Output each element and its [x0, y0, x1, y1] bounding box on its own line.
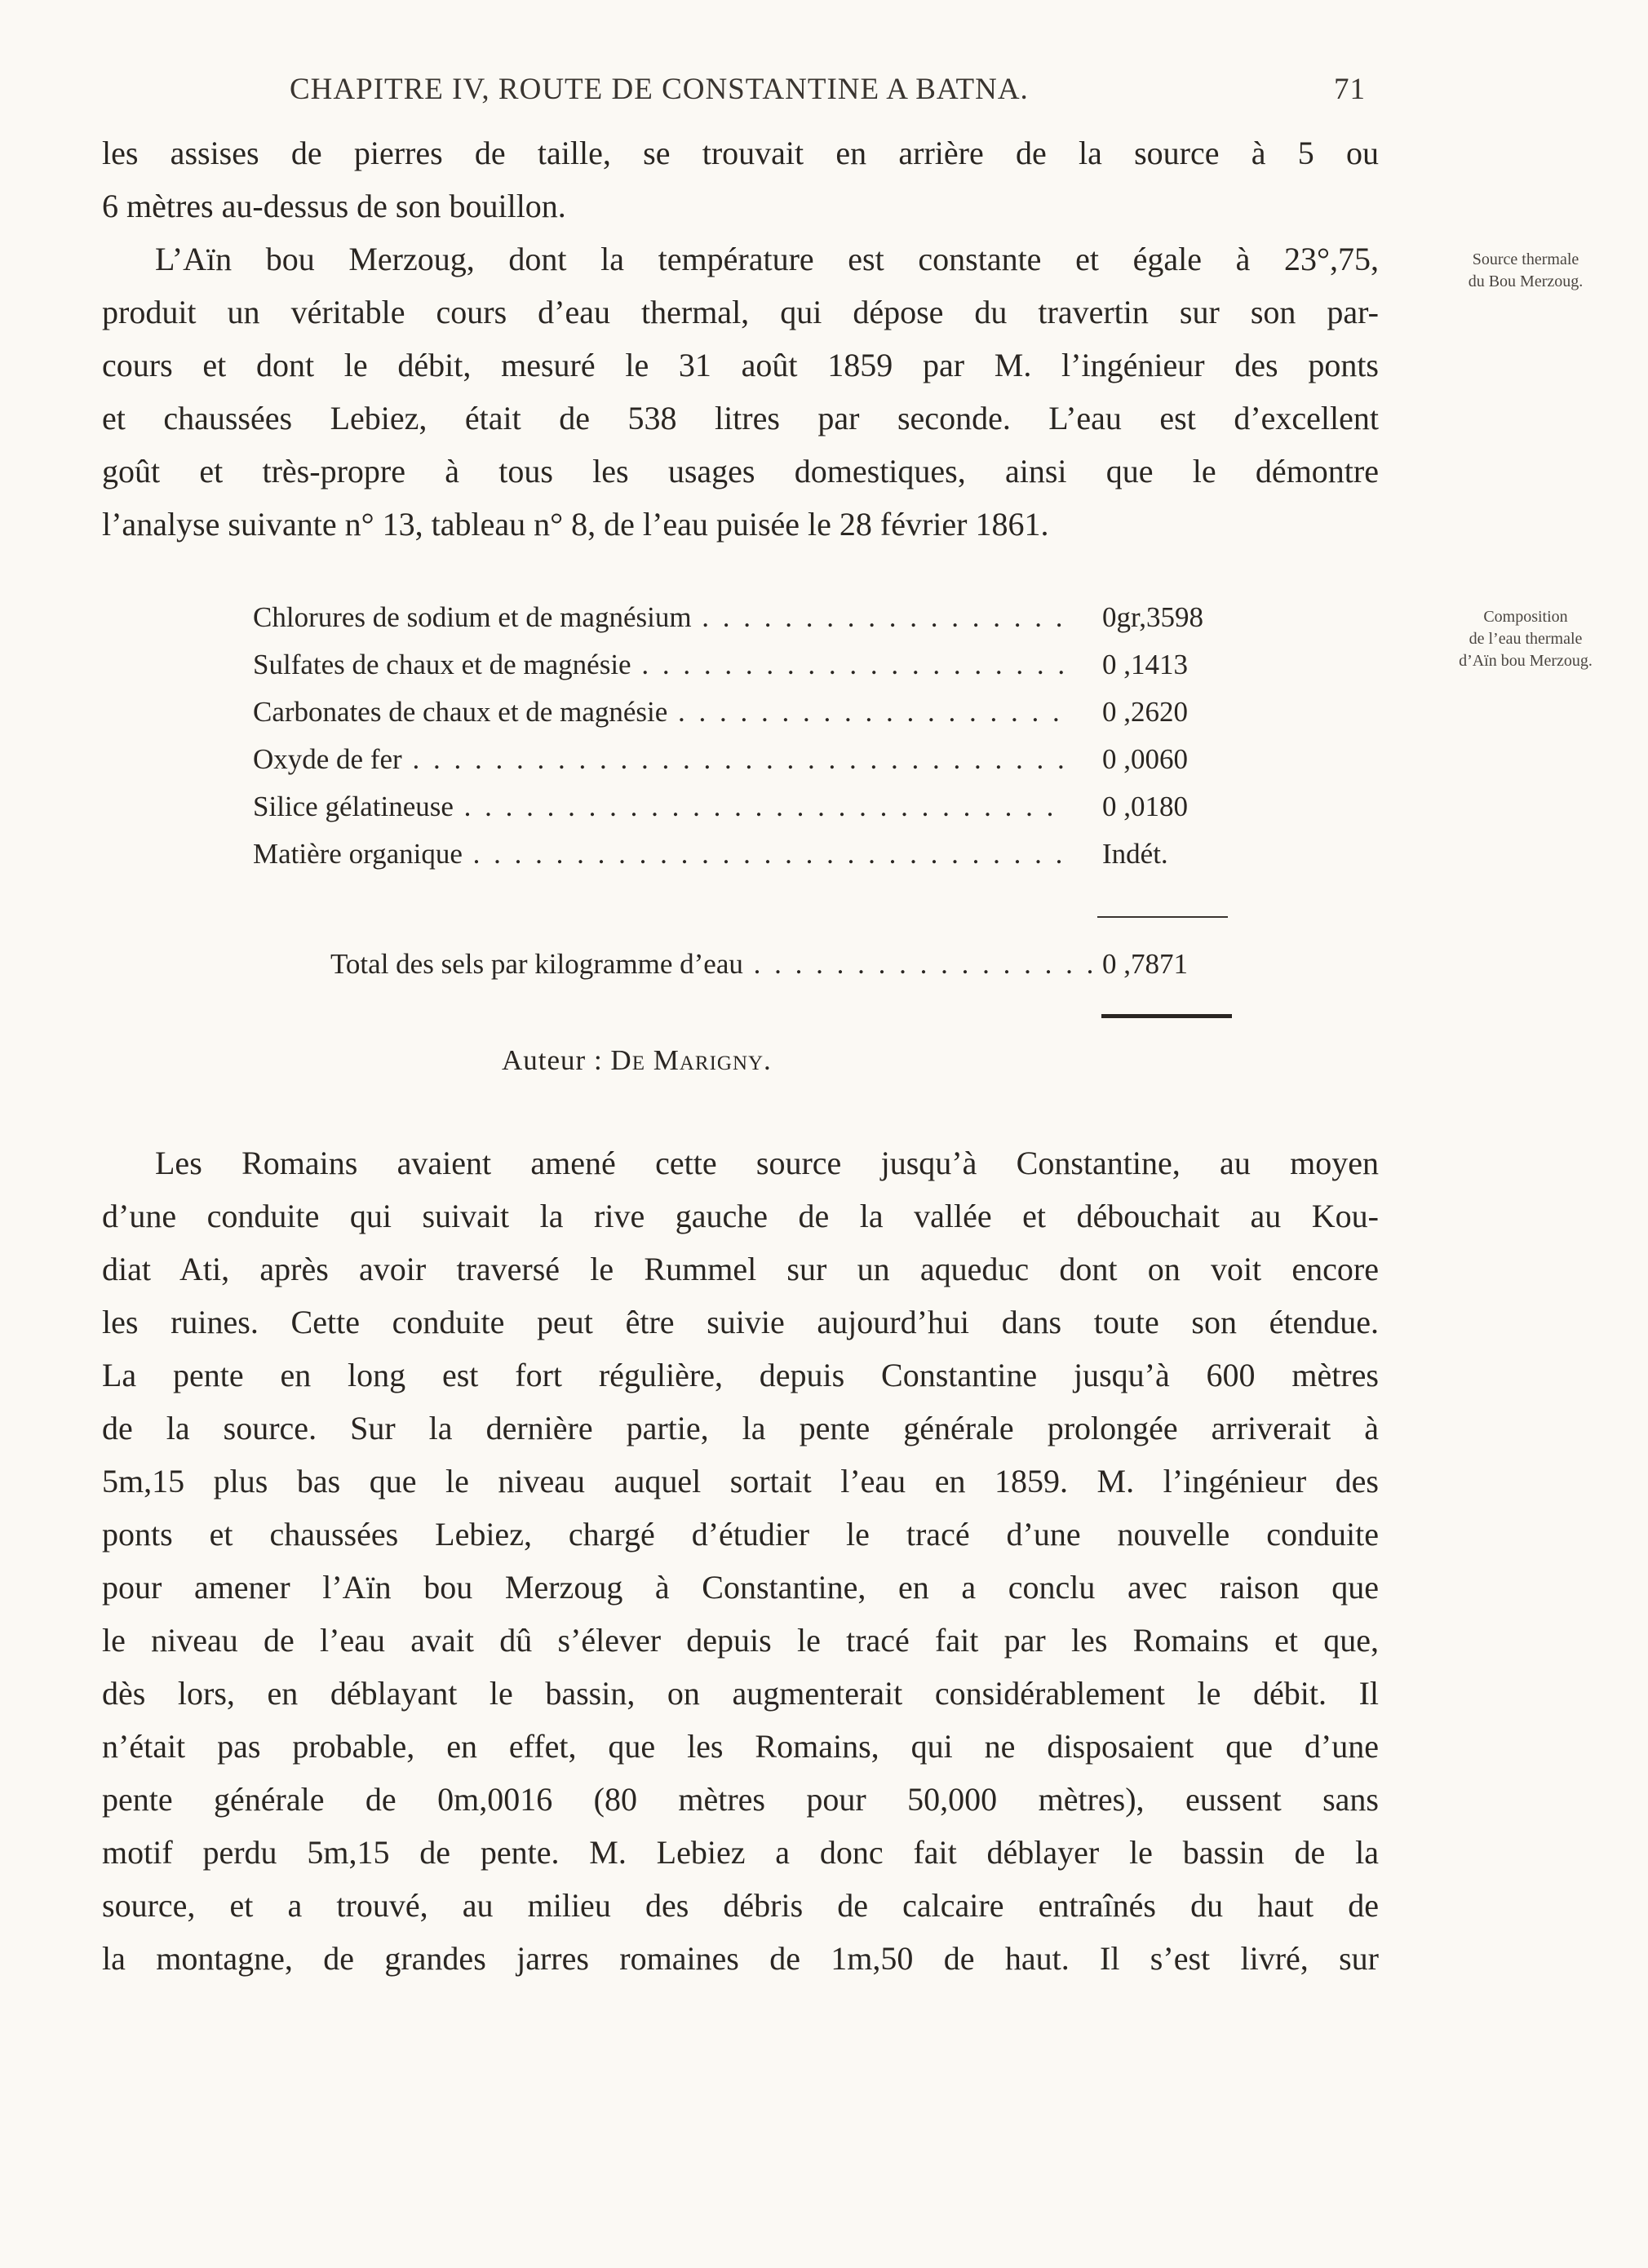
- margin-note-line: Composition: [1483, 608, 1568, 626]
- margin-note-line: Source thermale: [1472, 250, 1579, 268]
- analysis-value: 0 ,1413: [1097, 641, 1188, 689]
- analysis-value: 0gr,3598: [1097, 594, 1203, 641]
- analysis-label: Oxyde de fer . . .: [253, 736, 1069, 783]
- text-line: produit un véritable cours d’eau thermal, qui dépose du travertin sur son par-: [102, 294, 1379, 330]
- text-line: 6 mètres au-dessus de son bouillon.: [102, 188, 566, 224]
- analysis-row: [253, 736, 1273, 783]
- margin-note-source: [1403, 249, 1648, 293]
- total-value: 0 ,7871: [1097, 941, 1188, 988]
- analysis-total-row: [330, 941, 1277, 988]
- analysis-value: 0 ,0060: [1097, 736, 1188, 783]
- margin-note-line: du Bou Merzoug.: [1468, 272, 1584, 290]
- text-line: et chaussées Lebiez, était de 538 litres par seconde. L’eau est d’excellent: [102, 400, 1379, 436]
- author-name: De Marigny.: [610, 1044, 772, 1076]
- intro-paragraph: [102, 126, 1379, 551]
- analysis-label: Silice gélatineuse . . .: [253, 783, 1069, 831]
- text-line: dès lors, en déblayant le bassin, on augmenterait considérablement le débit. Il: [102, 1675, 1379, 1712]
- text-line: cours et dont le débit, mesuré le 31 août 1859 par M. l’ingénieur des ponts: [102, 347, 1379, 383]
- running-header: [102, 65, 1399, 111]
- text-line: diat Ati, après avoir traversé le Rummel sur un aqueduc dont on voit encore: [102, 1251, 1379, 1287]
- analysis-row: [253, 594, 1273, 641]
- author-prefix: Auteur :: [502, 1044, 611, 1076]
- analysis-table: [253, 594, 1273, 878]
- text-line: pour amener l’Aïn bou Merzoug à Constantine, en a conclu avec raison que: [102, 1569, 1379, 1606]
- text-line: de la source. Sur la dernière partie, la pente générale prolongée arriverait à: [102, 1410, 1379, 1446]
- text-line: d’une conduite qui suivait la rive gauche de la vallée et débouchait au Kou-: [102, 1198, 1379, 1234]
- text-line: ponts et chaussées Lebiez, chargé d’étudier le tracé d’une nouvelle conduite: [102, 1516, 1379, 1553]
- text-line: pente générale de 0m,0016 (80 mètres pour 50,000 mètres), eussent sans: [102, 1781, 1379, 1818]
- text-line: les assises de pierres de taille, se trouvait en arrière de la source à 5 ou: [102, 135, 1379, 171]
- analysis-row: [253, 689, 1273, 736]
- text-line: les ruines. Cette conduite peut être suivie aujourd’hui dans toute son étendue.: [102, 1304, 1379, 1340]
- margin-note-line: de l’eau thermale: [1469, 630, 1583, 648]
- analysis-label: Carbonates de chaux et de magnésie . . .: [253, 689, 1069, 736]
- margin-note-composition: [1403, 606, 1648, 672]
- text-line: goût et très-propre à tous les usages domestiques, ainsi que le démontre: [102, 453, 1379, 489]
- analysis-value: Indét.: [1097, 831, 1168, 878]
- chapter-title: CHAPITRE IV, ROUTE DE CONSTANTINE A BATNA.: [290, 73, 1029, 106]
- text-line: la montagne, de grandes jarres romaines de 1m,50 de haut. Il s’est livré, sur: [102, 1940, 1379, 1977]
- total-label: Total des sels par kilogramme d’eau . . .: [330, 941, 1146, 988]
- text-line: source, et a trouvé, au milieu des débris de calcaire entraînés du haut de: [102, 1887, 1379, 1924]
- analysis-value: 0 ,2620: [1097, 689, 1188, 736]
- text-line: La pente en long est fort régulière, depuis Constantine jusqu’à 600 mètres: [102, 1357, 1379, 1393]
- main-paragraph: [102, 1136, 1379, 1985]
- text-line: l’analyse suivante n° 13, tableau n° 8, de l’eau puisée le 28 février 1861.: [102, 506, 1049, 543]
- text-line: motif perdu 5m,15 de pente. M. Lebiez a donc fait déblayer le bassin de la: [102, 1834, 1379, 1871]
- analysis-label: Sulfates de chaux et de magnésie . . .: [253, 641, 1069, 689]
- analysis-row: [253, 783, 1273, 831]
- analysis-value: 0 ,0180: [1097, 783, 1188, 831]
- sum-rule: [1097, 916, 1228, 918]
- text-line: n’était pas probable, en effet, que les Romains, qui ne disposaient que d’une: [102, 1728, 1379, 1765]
- text-line: le niveau de l’eau avait dû s’élever depuis le tracé fait par les Romains et que,: [102, 1622, 1379, 1659]
- text-line: Les Romains avaient amené cette source jusqu’à Constantine, au moyen: [155, 1145, 1379, 1181]
- text-line: 5m,15 plus bas que le niveau auquel sortait l’eau en 1859. M. l’ingénieur des: [102, 1463, 1379, 1499]
- total-rule: [1101, 1014, 1232, 1018]
- analysis-row: [253, 641, 1273, 689]
- page-number: 71: [1334, 73, 1366, 106]
- margin-note-line: d’Aïn bou Merzoug.: [1459, 652, 1593, 670]
- analysis-row: [253, 831, 1273, 878]
- text-line: L’Aïn bou Merzoug, dont la température est constante et égale à 23°,75,: [155, 241, 1379, 277]
- analysis-label: Chlorures de sodium et de magnésium . . .: [253, 594, 1069, 641]
- analysis-label: Matière organique . . .: [253, 831, 1069, 878]
- analysis-author: [502, 1044, 772, 1077]
